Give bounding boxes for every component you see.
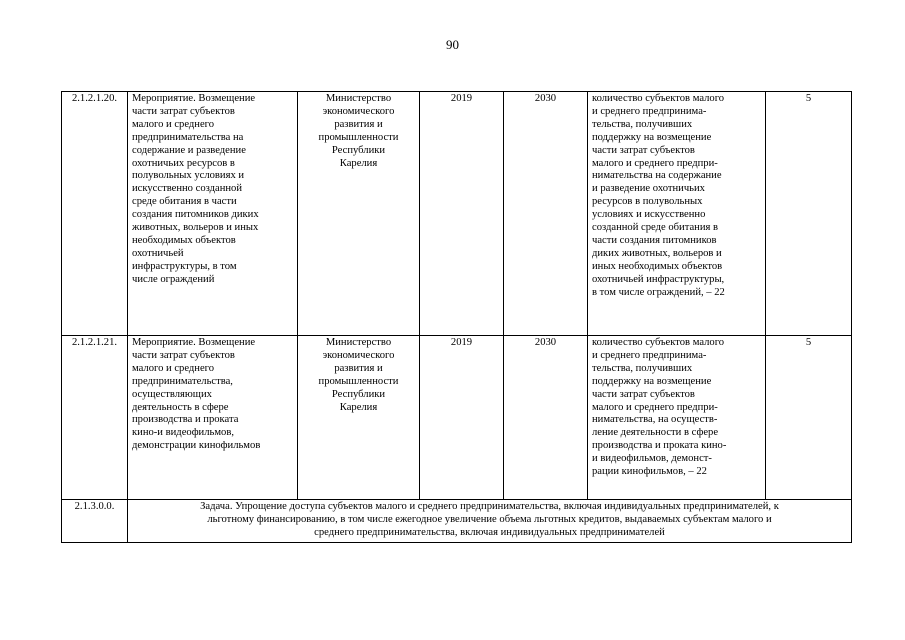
- indicator-line: поддержку на возмещение: [592, 131, 712, 143]
- measure-name-line: части затрат субъектов: [132, 105, 235, 117]
- executor-line: Министерство: [325, 93, 392, 104]
- end-year: 2030: [504, 336, 588, 500]
- indicator-cell: [588, 336, 766, 500]
- link-cell: 5: [766, 92, 852, 336]
- indicator-line: количество субъектов малого: [592, 93, 725, 104]
- measure-name-line: охотничьих ресурсов в: [132, 157, 235, 169]
- measure-name-line: демонстрации кинофильмов: [132, 440, 261, 452]
- executor-line: экономического: [322, 105, 395, 117]
- executor-line: Министерство: [325, 337, 392, 348]
- indicator-line: и разведение охотничьих: [592, 183, 705, 195]
- measure-name-line: Мероприятие. Возмещение: [132, 337, 256, 348]
- executor-line: Республики: [331, 144, 386, 156]
- row-code: 2.1.2.1.21.: [62, 336, 128, 500]
- indicator-line: части затрат субъектов: [592, 388, 695, 400]
- indicator-line: тельства, получивших: [592, 362, 693, 374]
- table-row: [62, 336, 852, 500]
- measure-name-line: деятельность в сфере: [132, 401, 229, 413]
- indicator-line: поддержку на возмещение: [592, 375, 712, 387]
- executor-line: Карелия: [339, 157, 378, 169]
- start-year: 2019: [420, 92, 504, 336]
- start-year: 2019: [420, 336, 504, 500]
- indicator-line: и среднего предпринима-: [592, 105, 707, 117]
- measure-name-line: содержание и разведение: [132, 144, 246, 156]
- indicator-line: условиях и искусственно: [592, 209, 706, 221]
- executor-line: промышленности: [318, 131, 399, 143]
- measure-name-line: среде обитания в части: [132, 196, 237, 208]
- end-year: 2030: [504, 92, 588, 336]
- measure-name-line: предпринимательства,: [132, 375, 233, 387]
- measure-name-cell: [128, 92, 298, 336]
- measure-name-line: осуществляющих: [132, 388, 212, 400]
- indicator-line: и видеофильмов, демонст-: [592, 453, 712, 465]
- measure-name-line: кино-и видеофильмов,: [132, 427, 234, 439]
- row-code: 2.1.2.1.20.: [62, 92, 128, 336]
- task-line: льготному финансированию, в том числе ежегодное увеличение объема льготных кредитов, выдаваемых субъектам малого и: [207, 513, 772, 525]
- task-line: Задача. Упрощение доступа субъектов малого и среднего предпринимательства, включая индивидуальных предпринимателей, к: [200, 501, 779, 512]
- measure-name-line: полувольных условиях и: [132, 170, 245, 182]
- measure-name-line: животных, вольеров и иных: [132, 222, 259, 234]
- indicator-line: производства и проката кино-: [592, 440, 727, 452]
- measure-name-line: охотничьей: [132, 247, 184, 259]
- indicator-line: тельства, получивших: [592, 118, 693, 130]
- indicator-line: созданной среде обитания в: [592, 222, 719, 234]
- measure-name-line: создания питомников диких: [132, 209, 259, 221]
- table-row: [62, 92, 852, 336]
- indicator-line: в том числе ограждений, – 22: [592, 286, 725, 298]
- task-description: [128, 500, 852, 543]
- measure-name-line: искусственно созданной: [132, 183, 243, 195]
- indicator-line: ресурсов в полувольных: [592, 196, 703, 208]
- indicator-line: малого и среднего предпри-: [592, 401, 718, 413]
- indicator-cell: [588, 92, 766, 336]
- measure-name-line: необходимых объектов: [132, 234, 236, 246]
- executor-cell: [298, 336, 420, 500]
- indicator-line: количество субъектов малого: [592, 337, 725, 348]
- indicator-line: нимательства на содержание: [592, 170, 722, 182]
- indicator-line: части затрат субъектов: [592, 144, 695, 156]
- indicator-line: рации кинофильмов, – 22: [592, 466, 707, 478]
- indicator-line: части создания питомников: [592, 234, 717, 246]
- indicator-line: иных необходимых объектов: [592, 260, 723, 272]
- executor-line: развития и: [334, 118, 383, 130]
- executor-line: Карелия: [339, 401, 378, 413]
- executor-line: промышленности: [318, 375, 399, 387]
- indicator-line: охотничьей инфраструктуры,: [592, 273, 725, 285]
- page-number: 90: [446, 37, 459, 52]
- indicator-line: нимательства, на осуществ-: [592, 414, 718, 426]
- measure-name-line: части затрат субъектов: [132, 349, 235, 361]
- measure-name-line: малого и среднего: [132, 118, 215, 130]
- indicator-line: ление деятельности в сфере: [592, 427, 719, 439]
- task-line: среднего предпринимательства, включая индивидуальных предпринимателей: [314, 526, 665, 538]
- task-code: 2.1.3.0.0.: [62, 500, 128, 543]
- measure-name-line: малого и среднего: [132, 362, 215, 374]
- indicator-line: и среднего предпринима-: [592, 349, 707, 361]
- executor-line: экономического: [322, 349, 395, 361]
- executor-line: развития и: [334, 362, 383, 374]
- executor-cell: [298, 92, 420, 336]
- measure-name-line: инфраструктуры, в том: [132, 260, 237, 272]
- measures-table: [61, 91, 852, 543]
- indicator-line: малого и среднего предпри-: [592, 157, 718, 169]
- measure-name-line: числе ограждений: [132, 273, 215, 285]
- measure-name-line: предпринимательства на: [132, 131, 244, 143]
- measure-name-line: производства и проката: [132, 414, 239, 426]
- task-row: [62, 500, 852, 543]
- link-cell: 5: [766, 336, 852, 500]
- indicator-line: диких животных, вольеров и: [592, 247, 722, 259]
- executor-line: Республики: [331, 388, 386, 400]
- measure-name-line: Мероприятие. Возмещение: [132, 93, 256, 104]
- measure-name-cell: [128, 336, 298, 500]
